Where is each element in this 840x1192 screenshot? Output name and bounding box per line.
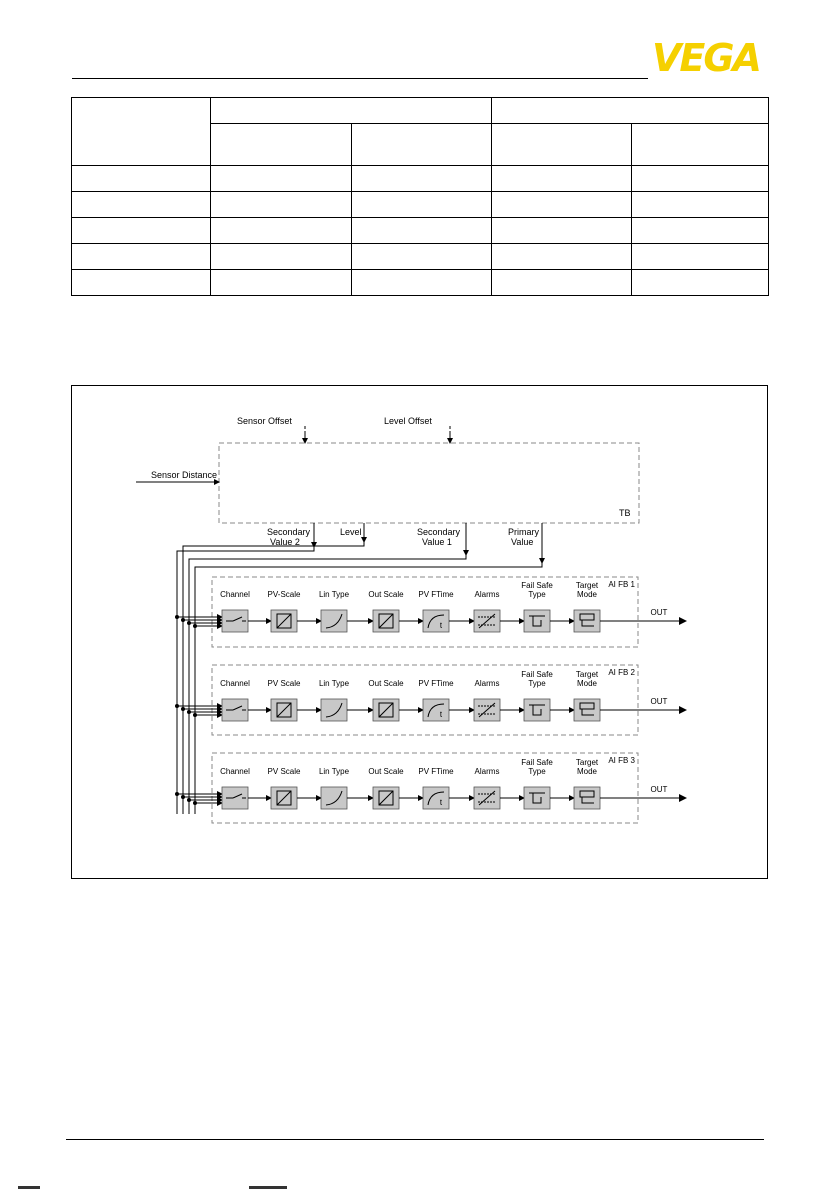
table-header-cell (492, 124, 632, 166)
tb-label: TB (619, 508, 631, 518)
fb-step-label: Mode (576, 767, 598, 776)
fb-step-label: Channel (220, 767, 250, 776)
fb-step-label: Alarms (474, 679, 500, 688)
fb-step-block (524, 787, 550, 809)
fb-step-label: Type (528, 767, 546, 776)
ai-fb-2 (175, 665, 686, 735)
table-cell (352, 166, 492, 192)
secondary-value-1-label: Value 1 (422, 537, 452, 547)
spec-table (71, 97, 769, 296)
function-block-diagram (71, 385, 768, 879)
footer-fragment (249, 1186, 287, 1189)
fb-step-block (574, 699, 600, 721)
fb-step-label: PV FTime (418, 767, 454, 776)
footer-fragment (18, 1186, 40, 1189)
fb-step-block (524, 610, 550, 632)
fb-step-block (574, 610, 600, 632)
fb-step-label: Mode (576, 590, 598, 599)
table-cell (211, 244, 352, 270)
table-row (72, 244, 769, 270)
table-cell (72, 244, 211, 270)
secondary-value-2-label: Secondary (267, 527, 311, 537)
table-cell (72, 192, 211, 218)
table-cell (492, 166, 632, 192)
transducer-block (219, 443, 639, 523)
fb-step-label: Out Scale (368, 590, 404, 599)
glyph-label: t (439, 621, 443, 630)
table-row (72, 166, 769, 192)
table-header-cell (211, 124, 352, 166)
ai-fb-output-label: OUT (650, 697, 668, 706)
header-rule (72, 78, 648, 79)
primary-value-label: Primary (508, 527, 539, 537)
fb-step-label: Lin Type (318, 679, 350, 688)
fb-step-label: PV FTime (418, 679, 454, 688)
table-cell (72, 270, 211, 296)
fb-step-label: Target (575, 758, 599, 767)
fb-step-label: Fail Safe (521, 670, 553, 679)
fb-step-label: Mode (576, 679, 598, 688)
fb-step-label: Fail Safe (521, 758, 553, 767)
fb-step-label: PV Scale (267, 767, 301, 776)
fb-step-block (423, 787, 449, 809)
table-header-cell (492, 98, 769, 124)
ai-fb-label: AI FB 2 (608, 668, 635, 677)
table-cell (632, 166, 769, 192)
table-header-cell (72, 98, 211, 166)
table-cell (211, 192, 352, 218)
fb-step-label: Fail Safe (521, 581, 553, 590)
table-cell (352, 270, 492, 296)
fb-step-block (321, 610, 347, 632)
fb-step-label: PV Scale (267, 679, 301, 688)
fb-step-label: Type (528, 679, 546, 688)
fb-step-label: Lin Type (318, 590, 350, 599)
diagram-canvas (72, 386, 769, 880)
fb-step-block (423, 699, 449, 721)
table-cell (211, 166, 352, 192)
table-cell (211, 218, 352, 244)
secondary-value-1-label: Secondary (417, 527, 461, 537)
sensor-distance-label: Sensor Distance (151, 470, 218, 480)
table-cell (72, 218, 211, 244)
table-header-cell (352, 124, 492, 166)
secondary-value-2-label: Value 2 (270, 537, 300, 547)
footer-rule (66, 1139, 764, 1140)
table-cell (352, 218, 492, 244)
ai-fb-output-label: OUT (650, 785, 668, 794)
fb-step-label: Alarms (474, 590, 500, 599)
sensor-offset-label: Sensor Offset (237, 416, 292, 426)
fb-step-block (321, 699, 347, 721)
vega-logo-text: VEGA (652, 40, 760, 74)
primary-value-label: Value (511, 537, 534, 547)
table-header-cell (632, 124, 769, 166)
table-cell (492, 192, 632, 218)
table-cell (632, 270, 769, 296)
ai-fb-output-label: OUT (650, 608, 668, 617)
table-cell (352, 192, 492, 218)
fb-step-block (524, 699, 550, 721)
fb-step-label: PV-Scale (267, 590, 301, 599)
table-cell (72, 166, 211, 192)
fb-step-label: Lin Type (318, 767, 350, 776)
level-offset-label: Level Offset (384, 416, 432, 426)
function-blocks (175, 577, 686, 823)
fb-step-label: Channel (220, 679, 250, 688)
ai-fb-label: AI FB 1 (608, 580, 635, 589)
table-cell (492, 244, 632, 270)
table-cell (211, 270, 352, 296)
table-cell (492, 270, 632, 296)
table-cell (632, 218, 769, 244)
fb-step-label: PV FTime (418, 590, 454, 599)
table-cell (632, 244, 769, 270)
fb-step-label: Alarms (474, 767, 500, 776)
table-row (72, 192, 769, 218)
fb-step-label: Target (575, 670, 599, 679)
fb-step-label: Out Scale (368, 767, 404, 776)
ai-fb-1 (175, 577, 686, 647)
fb-step-label: Type (528, 590, 546, 599)
level-label: Level (340, 527, 362, 537)
table-cell (492, 218, 632, 244)
ai-fb-label: AI FB 3 (608, 756, 635, 765)
table-cell (632, 192, 769, 218)
fb-step-label: Target (575, 581, 599, 590)
ai-fb-3 (175, 753, 686, 823)
glyph-label: t (439, 798, 443, 807)
fb-step-block (423, 610, 449, 632)
fb-step-block (574, 787, 600, 809)
table-row (72, 270, 769, 296)
glyph-label: t (439, 710, 443, 719)
fb-step-label: Out Scale (368, 679, 404, 688)
fb-step-label: Channel (220, 590, 250, 599)
vega-logo (652, 40, 770, 74)
table-cell (352, 244, 492, 270)
table-row (72, 218, 769, 244)
fb-step-block (321, 787, 347, 809)
table-header-cell (211, 98, 492, 124)
